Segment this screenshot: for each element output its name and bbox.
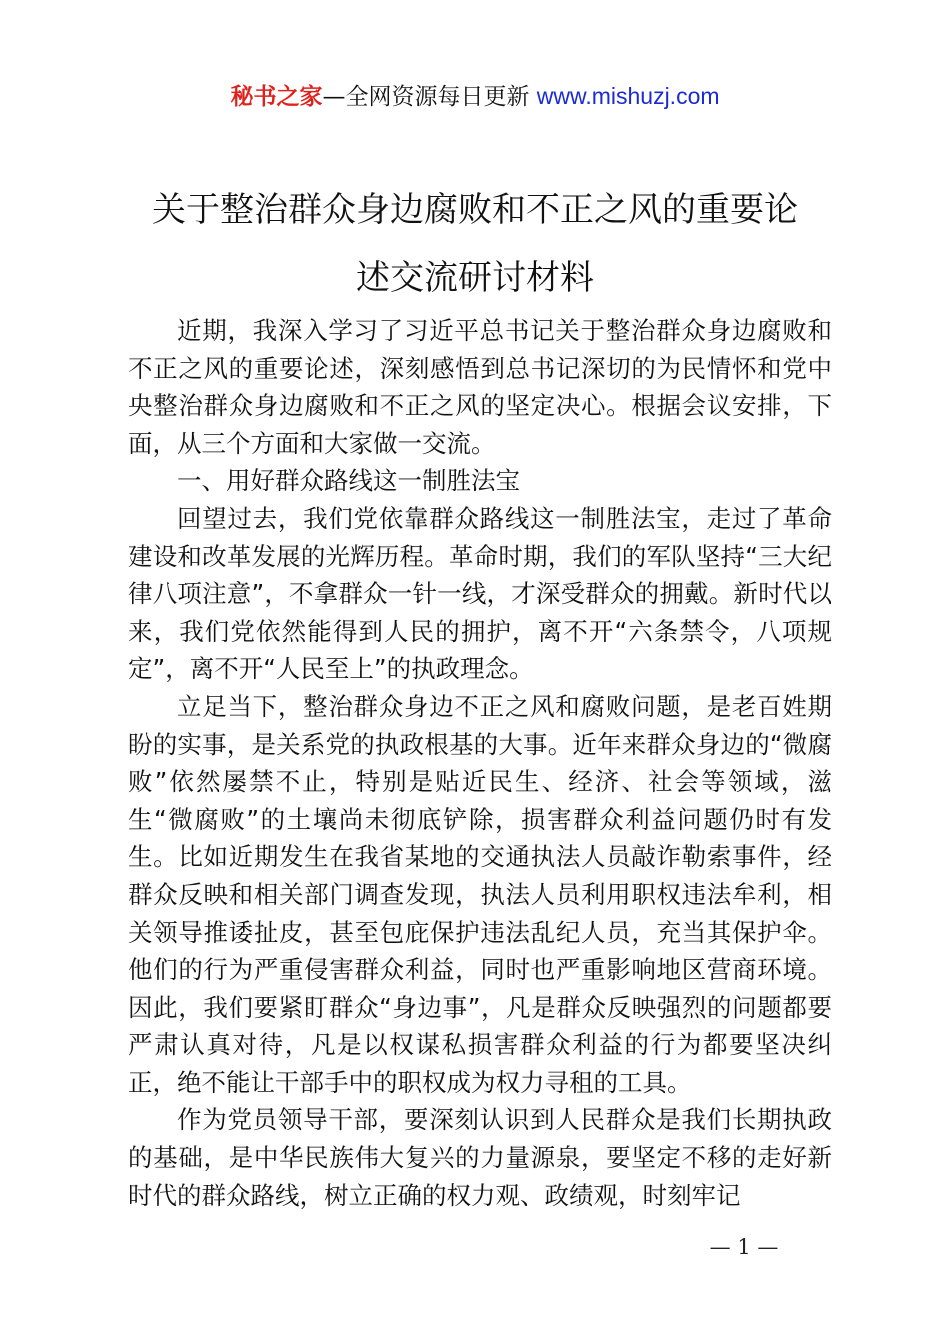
paragraph-leadership: 作为党员领导干部，要深刻认识到人民群众是我们长期执政的基础，是中华民族伟大复兴的力量源泉，要坚定不移的走好新时代的群众路线，树立正确的权力观、政绩观，时刻牢记 [128, 1105, 832, 1210]
paragraph-intro: 近期，我深入学习了习近平总书记关于整治群众身边腐败和不正之风的重要论述，深刻感悟到总书记深切的为民情怀和党中央整治群众身边腐败和不正之风的坚定决心。根据会议安排，下面，从三个方面和大家做一交流。 [128, 316, 832, 458]
page-number: — 1 — [709, 1235, 779, 1259]
document-title-line-2: 述交流研讨材料 [356, 258, 594, 298]
paragraph-present: 立足当下，整治群众身边不正之风和腐败问题，是老百姓期盼的实事，是关系党的执政根基的大事。近年来群众身边的“微腐败”依然屡禁不止，特别是贴近民生、经济、社会等领域，滋生“微腐败”的土壤尚未彻底铲除，损害群众利益问题仍时有发生。比如近期发生在我省某地的交通执法人员敲诈勒索事件，经群众反映和相关部门调查发现，执法人员利用职权违法牟利，相关领导推诿扯皮，甚至包庇保护违法乱纪人员，充当其保护伞。他们的行为严重侵害群众利益，同时也严重影响地区营商环境。因此，我们要紧盯群众“身边事”，凡是群众反映强烈的问题都要严肃认真对待，凡是以权谋私损害群众利益的行为都要坚决纠正，绝不能让干部手中的职权成为权力寻租的工具。 [128, 691, 832, 1097]
section-heading-1: 一、用好群众路线这一制胜法宝 [177, 466, 520, 496]
site-slogan: —全网资源每日更新 [322, 84, 537, 110]
site-url-link[interactable]: www.mishuzj.com [536, 83, 720, 109]
site-header [0, 80, 950, 113]
paragraph-history: 回望过去，我们党依靠群众路线这一制胜法宝，走过了革命建设和改革发展的光辉历程。革命时期，我们的军队坚持“三大纪律八项注意”，不拿群众一针一线，才深受群众的拥戴。新时代以来，我们党依然能得到人民的拥护，离不开“六条禁令，八项规定”，离不开“人民至上”的执政理念。 [128, 503, 832, 684]
document-title-line-1: 关于整治群众身边腐败和不正之风的重要论 [152, 190, 798, 230]
site-brand: 秘书之家 [230, 84, 323, 110]
document-body [128, 312, 832, 1214]
